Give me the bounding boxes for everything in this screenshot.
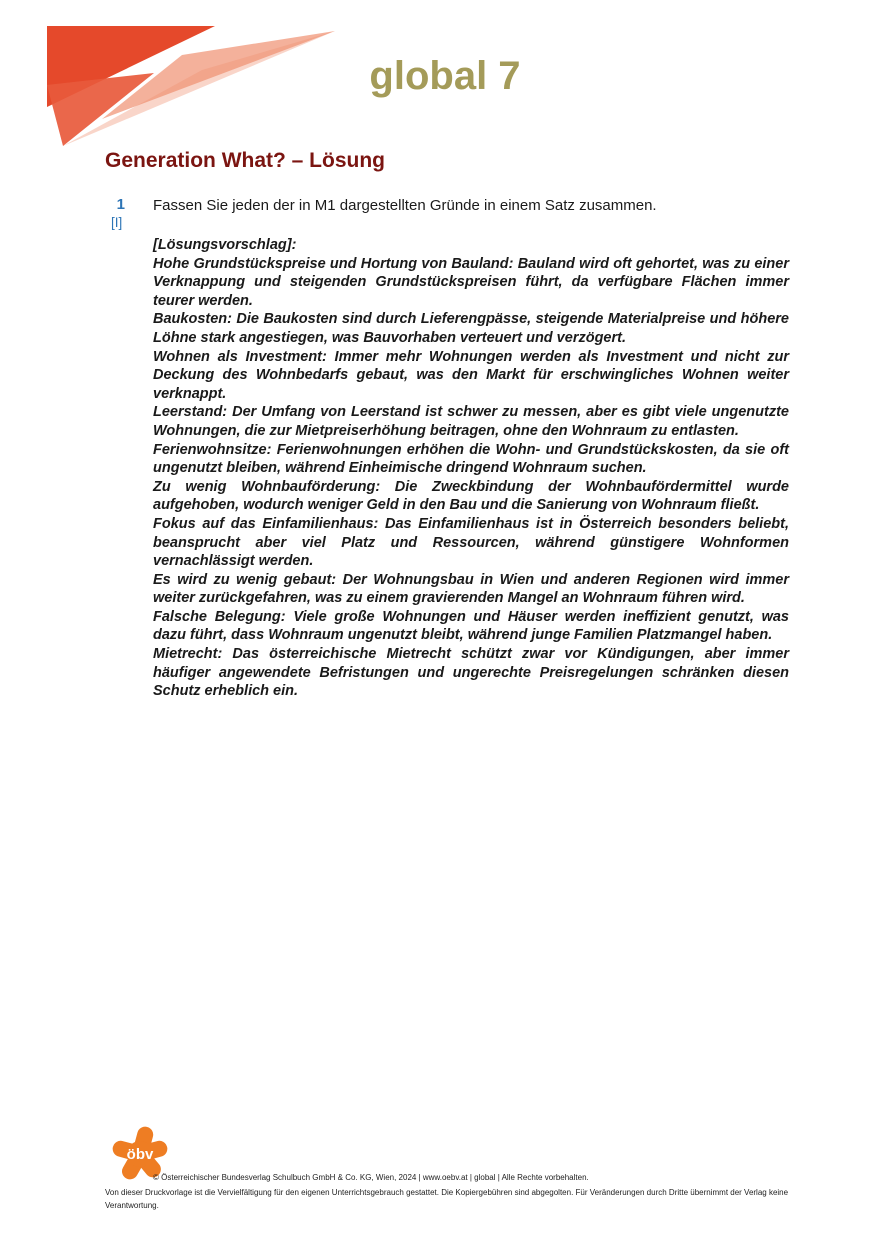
solution-paragraph: Leerstand: Der Umfang von Leerstand ist schwer zu messen, aber es gibt viele ungenutzte Wohnungen, die zur Mietpreiserhöhung beitragen, ohne den Wohnraum zu entlasten. (153, 404, 789, 439)
solution-label: [Lösungsvorschlag]: (153, 237, 297, 253)
solution-paragraph: Wohnen als Investment: Immer mehr Wohnungen werden als Investment und nicht zur Deckung des Wohnbedarfs gebaut, was den Markt für erschwingliches Wohnen weiter verknappt. (153, 348, 789, 402)
page-title: Generation What? – Lösung (105, 149, 386, 172)
footer-notice: Von dieser Druckvorlage ist die Vervielfältigung für den eigenen Unterrichtsgebrauch gestattet. Die Kopiergebühren sind abgegolten. Für Veränderungen durch Dritte übernimmt der Verlag keine Verantwortung. (105, 1188, 789, 1210)
task-number: 1 (116, 196, 125, 213)
solution-paragraph: Fokus auf das Einfamilienhaus: Das Einfamilienhaus ist in Österreich besonders beliebt, beansprucht aber viel Platz und Ressourcen, während günstigere Wohnformen vernachlässigt werden. (153, 515, 789, 570)
solution-paragraph: Zu wenig Wohnbauförderung: Die Zweckbindung der Wohnbaufördermittel wurde aufgehoben, wodurch weniger Geld in den Bau und die Sanierung von Wohnraum fließt. (153, 478, 789, 514)
solution-paragraph: Hohe Grundstückspreise und Hortung von Bauland: Bauland wird oft gehortet, was zu einer Verknappung und steigenden Grundstückspreisen führt, da verfügbare Flächen immer teurer werden. (153, 255, 789, 309)
task-text: Fassen Sie jeden der in M1 dargestellten Gründe in einem Satz zusammen. (153, 197, 657, 214)
solution-block (153, 236, 789, 701)
solution-paragraph: Mietrecht: Das österreichische Mietrecht schützt zwar vor Kündigungen, aber immer häufiger angewendete Befristungen und ungerechte Preisregelungen schränken diesen Schutz erheblich ein. (153, 646, 789, 700)
solution-paragraph: Falsche Belegung: Viele große Wohnungen und Häuser werden ineffizient genutzt, was dazu führt, dass Wohnraum ungenutzt bleibt, während junge Familien Platzmangel haben. (153, 608, 789, 644)
task-difficulty-tag: [I] (111, 215, 123, 230)
brand-title: global 7 (369, 54, 521, 98)
footer-copyright: © Österreichischer Bundesverlag Schulbuch GmbH & Co. KG, Wien, 2024 | www.oebv.at | global | Alle Rechte vorbehalten. (153, 1173, 589, 1182)
obv-logo-text: öbv (126, 1146, 154, 1163)
solution-paragraph: Ferienwohnsitze: Ferienwohnungen erhöhen die Wohn- und Grundstückskosten, da sie oft ungenutzt bleiben, während Einheimische dringend Wohnraum suchen. (153, 441, 789, 477)
solution-paragraph: Baukosten: Die Baukosten sind durch Lieferengpässe, steigende Materialpreise und höhere Löhne stark angestiegen, was Bauvorhaben verteuert und verzögert. (153, 311, 789, 346)
solution-paragraph: Es wird zu wenig gebaut: Der Wohnungsbau in Wien und anderen Regionen wird immer weiter zurückgefahren, was zu einem gravierenden Mangel an Wohnraum führen wird. (153, 571, 789, 607)
